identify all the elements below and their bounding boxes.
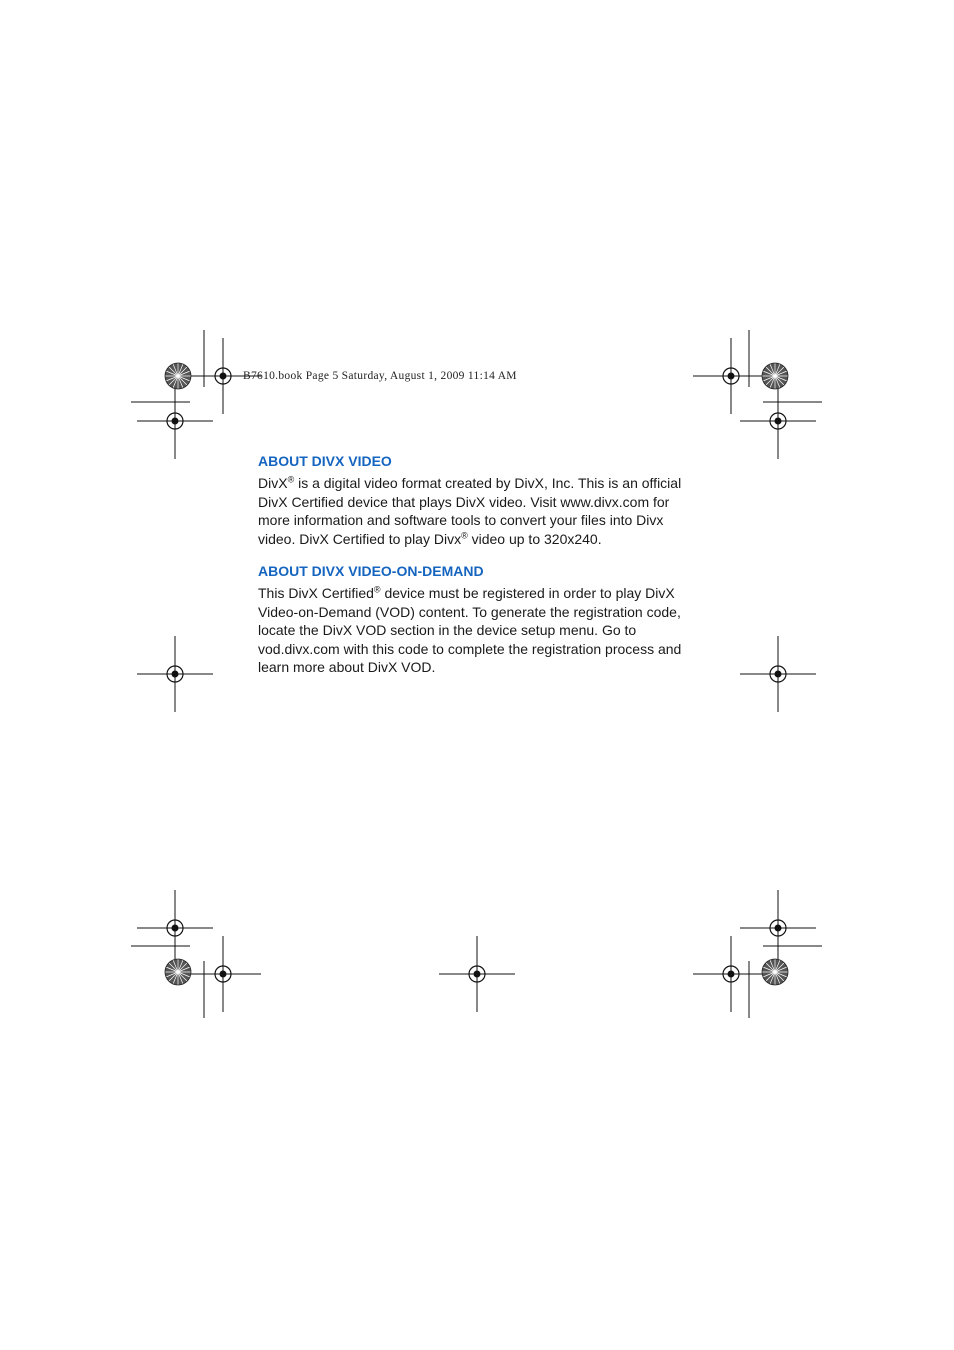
registration-mark: [740, 890, 816, 966]
section-paragraph: [258, 584, 698, 677]
section-about-divx-vod: [258, 562, 698, 677]
registration-mark: [693, 338, 769, 414]
text-run: device must be registered in order to play DivX Video-on-Demand (VOD) content. To generate the registration code, locate the DivX VOD section in the device setup menu. Go to vod.divx.com with this code to complete the registration process and learn more about DivX VOD.: [258, 585, 682, 675]
section-heading: ABOUT DIVX VIDEO: [258, 453, 392, 469]
registered-mark: ®: [461, 529, 468, 540]
registration-mark: [137, 383, 213, 459]
color-target: [165, 959, 191, 985]
section-about-divx-video: [258, 452, 698, 548]
section-heading: ABOUT DIVX VIDEO-ON-DEMAND: [258, 563, 484, 579]
page-content: [258, 452, 698, 691]
registration-mark: [137, 890, 213, 966]
registered-mark: ®: [373, 584, 381, 595]
text-run: is a digital video format created by DivX, Inc. This is an official DivX Certified device that plays DivX video. Visit www.divx.com for more information and software tools to convert your files into Divx video. DivX Certified to play Divx: [258, 475, 682, 547]
registration-mark: [740, 636, 816, 712]
registration-mark: [439, 936, 515, 1012]
color-target: [762, 363, 788, 389]
registration-mark: [693, 936, 769, 1012]
registration-mark: [137, 636, 213, 712]
registration-mark: [740, 383, 816, 459]
text-run: This DivX Certified: [258, 585, 374, 601]
color-target: [165, 363, 191, 389]
registration-mark: [185, 936, 261, 1012]
print-slug: B7610.book Page 5 Saturday, August 1, 2009 11:14 AM: [243, 370, 517, 382]
section-paragraph: [258, 474, 698, 548]
text-run: DivX: [258, 475, 288, 491]
text-run: video up to 320x240.: [467, 530, 602, 547]
registered-mark: ®: [287, 474, 295, 485]
color-target: [762, 959, 788, 985]
